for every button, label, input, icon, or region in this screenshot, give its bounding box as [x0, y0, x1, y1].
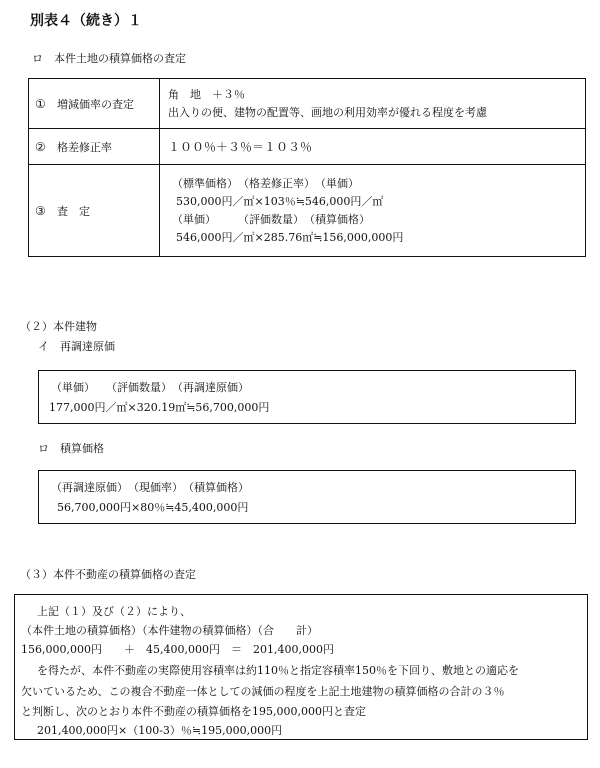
box-line: 156,000,000円 ＋ 45,400,000円 ＝ 201,400,000円	[21, 643, 334, 656]
box-line: （本件土地の積算価格）（本件建物の積算価格）（合 計）	[21, 624, 318, 637]
table-row	[29, 79, 586, 129]
row-content-cell	[160, 129, 586, 165]
box-line: 上記（１）及び（２）により、	[37, 605, 191, 618]
content-line: （単価） （評価数量） （積算価格）	[172, 212, 370, 226]
row-label: 格差修正率	[57, 140, 112, 154]
property-valuation-box	[14, 594, 588, 740]
content-line: 546,000円／㎡×285.76㎡≒156,000,000円	[176, 230, 404, 244]
row-label-cell	[29, 129, 160, 165]
subsection-replacement-cost: イ 再調達原価	[38, 340, 115, 353]
box-line: を得たが、本件不動産の実際使用容積率は約110％と指定容積率150％を下回り、敷地との適応を	[37, 664, 519, 677]
box-line: 201,400,000円×（100-3）％≒195,000,000円	[37, 724, 283, 737]
subsection-cost-value: ロ 積算価格	[38, 442, 104, 455]
replacement-cost-box	[38, 370, 576, 424]
box-line: と判断し、次のとおり本件不動産の積算価格を195,000,000円と査定	[21, 705, 366, 718]
row-number: ③	[35, 203, 46, 218]
row-label: 査 定	[57, 204, 90, 218]
content-line: 出入りの便、建物の配置等、画地の利用効率が優れる程度を考慮	[168, 105, 487, 119]
section-building-heading: （２）本件建物	[20, 320, 97, 333]
content-line: 530,000円／㎡×103％≒546,000円／㎡	[176, 194, 384, 208]
row-content-cell	[160, 165, 586, 257]
land-valuation-table	[28, 78, 586, 257]
content-line: 角 地 ＋３％	[168, 87, 245, 101]
section-property-heading: （３）本件不動産の積算価格の査定	[20, 568, 196, 581]
row-number: ①	[35, 96, 46, 111]
table-row	[29, 165, 586, 257]
content-line: １００％＋３％＝１０３％	[168, 139, 313, 154]
content-line: （標準価格） （格差修正率） （単価）	[172, 176, 359, 190]
box-header: （再調達原価） （現価率） （積算価格）	[51, 481, 249, 494]
building-cost-box	[38, 470, 576, 524]
page-title: 別表４（続き）１	[30, 13, 142, 29]
section-land-heading: ロ 本件土地の積算価格の査定	[32, 52, 186, 65]
row-label-cell	[29, 79, 160, 129]
box-header: （単価） （評価数量） （再調達原価）	[51, 381, 249, 394]
box-formula: 56,700,000円×80％≒45,400,000円	[57, 501, 249, 514]
row-content-cell	[160, 79, 586, 129]
row-label: 増減価率の査定	[57, 97, 134, 111]
row-number: ②	[35, 139, 46, 154]
box-formula: 177,000円／㎡×320.19㎡≒56,700,000円	[49, 401, 270, 414]
table-row	[29, 129, 586, 165]
row-label-cell	[29, 165, 160, 257]
box-line: 欠いているため、この複合不動産一体としての減価の程度を上記土地建物の積算価格の合計の３％	[21, 685, 505, 698]
